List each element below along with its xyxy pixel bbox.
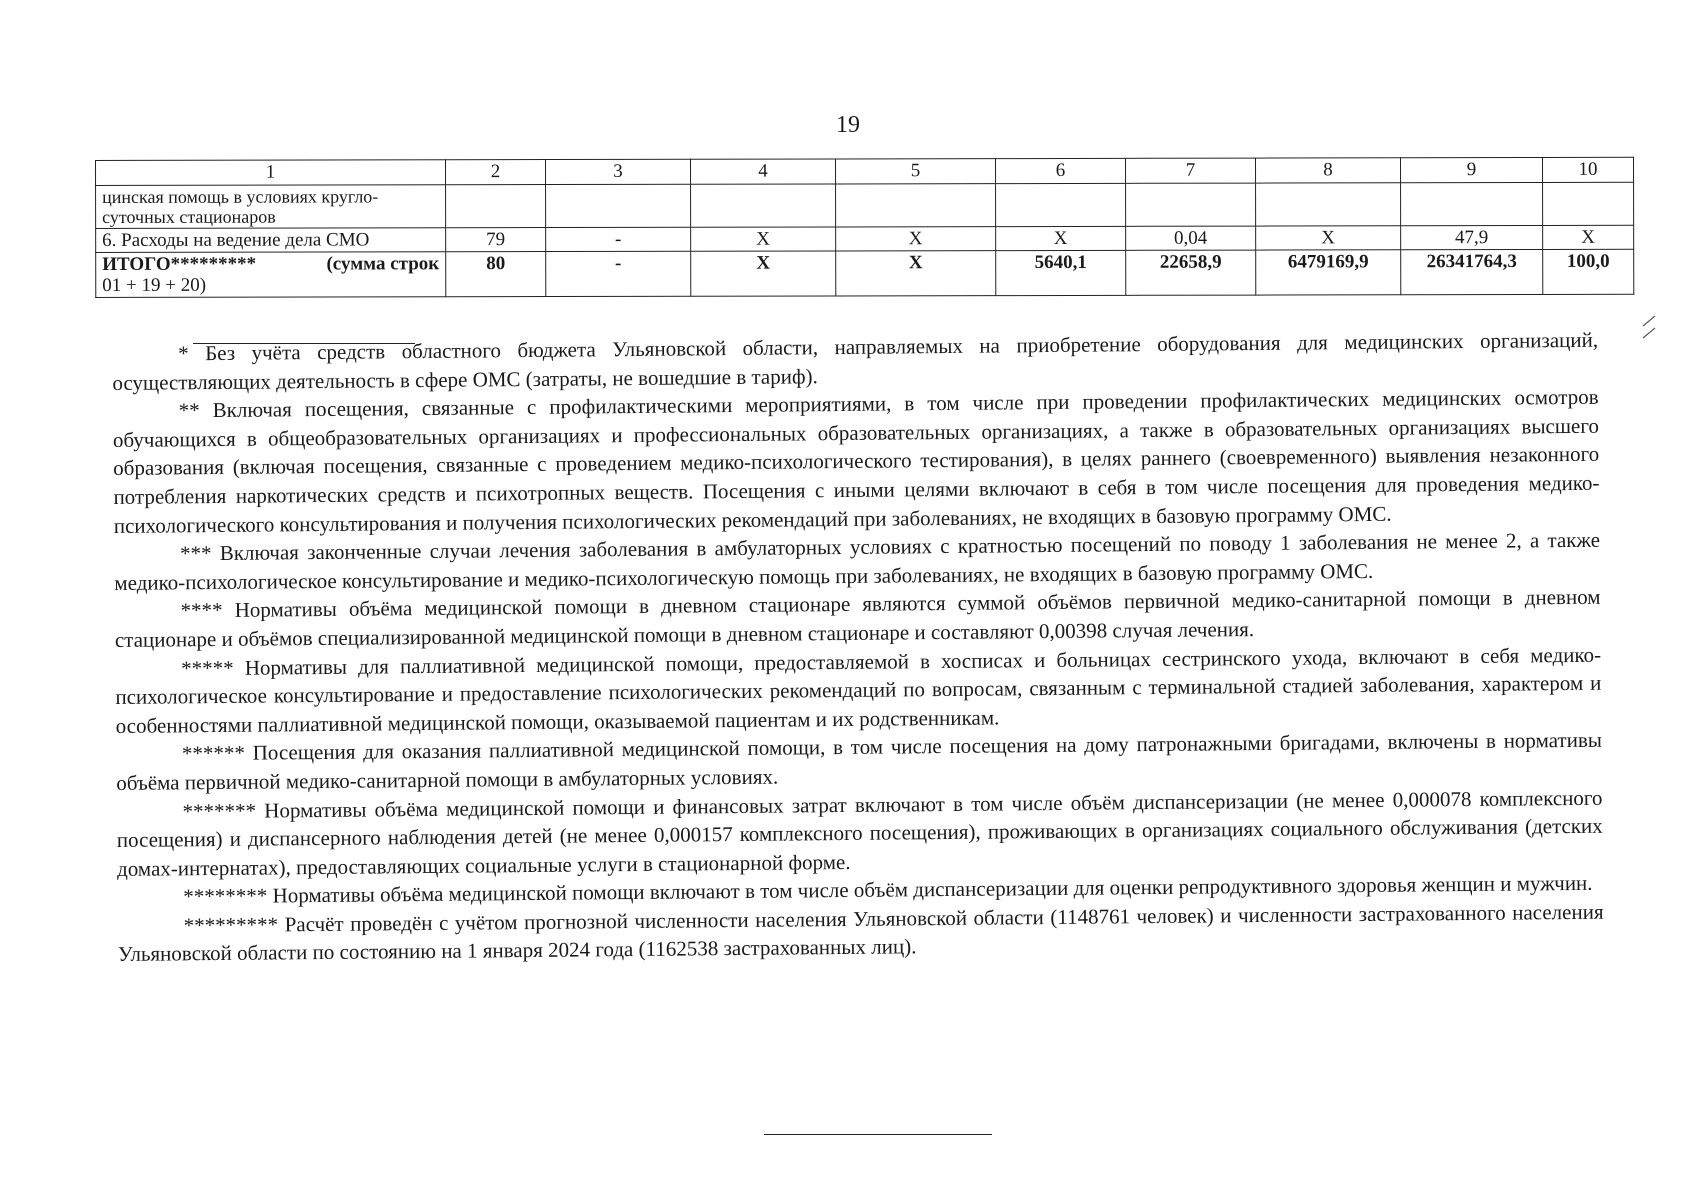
footnote-9: ********* Расчёт проведён с учётом прогнозной численности населения Ульяновской области (1148761 человек) и численности застрахованного населения Ульяновской области по состоянию на 1 января 2024 года (1162538 застрахованных лиц). [117,899,1604,967]
column-number: 8 [1255,158,1400,183]
total-label-right: (сумма строк [326,253,440,275]
table-cell [446,185,546,228]
footnote-8: ******** Нормативы объёма медицинской помощи включают в том числе объём диспансеризации для оценки репродуктивного здоровья женщин и мужчин. [183,871,1593,909]
table-cell: X [1256,226,1401,250]
column-number: 2 [446,160,546,185]
table-cell: 0,04 [1126,226,1256,250]
column-number: 4 [690,159,835,184]
footnote-1: * Без учёта средств областного бюджета Ульяновской области, направляемых на приобретение оборудования для медицинских организаций, осуществляющих деятельность в сфере ОМС (затраты, не вошедшие в тариф). [112,327,1599,395]
table-cell: 5640,1 [996,250,1126,295]
table-cell: X [691,227,836,251]
footnote-3: *** Включая законченные случаи лечения заболевания в амбулаторных условиях с кратностью посещений по поводу 1 заболевания не менее 2, а также медико-психологическое консультирование и медико-психологическую помощь при заболеваниях, не входящих в базовую программу ОМС. [114,527,1601,595]
column-number-row [96,157,1634,185]
column-number: 1 [96,160,446,186]
table-cell: 22658,9 [1126,250,1256,295]
column-number: 5 [835,159,995,184]
table-cell: X [836,227,996,251]
column-number: 6 [995,158,1125,183]
column-number: 10 [1542,157,1633,182]
total-label-line2: 01 + 19 + 20) [102,274,207,296]
total-row [96,249,1634,297]
financing-table [95,157,1634,298]
table-cell: 47,9 [1401,225,1543,249]
table-cell [1256,183,1401,226]
table-cell [1401,182,1543,225]
footnote-6: ****** Посещения для оказания паллиативной медицинской помощи, в том числе посещения на дому патронажными бригадами, включены в нормативы объёма первичной медико-санитарной помощи в амбулаторных условиях. [116,728,1603,795]
row-label: цинская помощь в условиях кругло-суточных стационаров [96,185,446,229]
table-cell: - [546,227,691,251]
table-cell: X [691,251,836,296]
total-label [96,252,446,298]
table-cell [1543,182,1634,225]
table-cell: X [1543,225,1634,249]
footnote-2: ** Включая посещения, связанные с профилактическими мероприятиями, в том числе при проведении профилактических медицинских осмотров обучающихся в общеобразовательных организациях и профессиональных образовательных организациях, а также в образовательных организациях высшего образования (включая посещения, связанные с проведением медико-психологического тестирования), в целях раннего (своевременного) выявления незаконного потребления наркотических средств и психотропных веществ. Посещения с иными целями включают в себя в том числе посещения для проведения медико-психологического консультирования и получения психологических рекомендаций при заболеваниях, не входящих в базовую программу ОМС. [112,384,1600,538]
table-cell: X [836,251,996,296]
table-cell: - [546,251,691,296]
table-cell: X [996,226,1126,250]
table-cell [691,184,836,227]
table-cell: 79 [446,228,546,252]
table-cell [836,184,996,227]
table-row [96,182,1634,228]
table-cell: 6479169,9 [1256,250,1401,295]
table-cell: 80 [446,252,546,297]
footnote-4: **** Нормативы объёма медицинской помощи в дневном стационаре являются суммой объёмов первичной медико-санитарной помощи в дневном стационаре и объёмов специализированной медицинской помощи в дневном стационаре и составляют 0,00398 случая лечения. [114,585,1601,652]
column-number: 3 [546,159,691,184]
footnotes [112,326,1604,969]
pen-mark-icon [1640,312,1658,342]
page-number: 19 [836,112,860,138]
table-cell [996,183,1126,226]
table-cell [546,184,691,227]
footnote-5: ***** Нормативы для паллиативной медицинской помощи, предоставляемой в хосписах и больницах сестринского ухода, включают в себя медико-психологическое консультирование и предоставление психологических рекомендаций по вопросам, связанным с терминальной стадией заболевания, характером и особенностями паллиативной медицинской помощи, оказываемой пациентам и их родственникам. [115,642,1602,738]
column-number: 9 [1400,157,1542,182]
row-label: 6. Расходы на ведение дела СМО [96,228,446,253]
table-cell: 26341764,3 [1401,249,1543,294]
end-rule [764,1134,992,1135]
table-cell [1126,183,1256,226]
footnote-7: ******* Нормативы объёма медицинской помощи и финансовых затрат включают в том числе объём диспансеризации (не менее 0,000078 комплексного посещения) и диспансерного наблюдения детей (не менее 0,000157 комплексного посещения), проживающих в организациях социального обслуживания (детских домах-интернатах), предоставляющих социальные услуги в стационарной форме. [116,785,1603,881]
total-label-left: ИТОГО********* [102,253,257,275]
table-row [96,225,1634,252]
column-number: 7 [1125,158,1255,183]
table-cell: 100,0 [1543,249,1634,294]
